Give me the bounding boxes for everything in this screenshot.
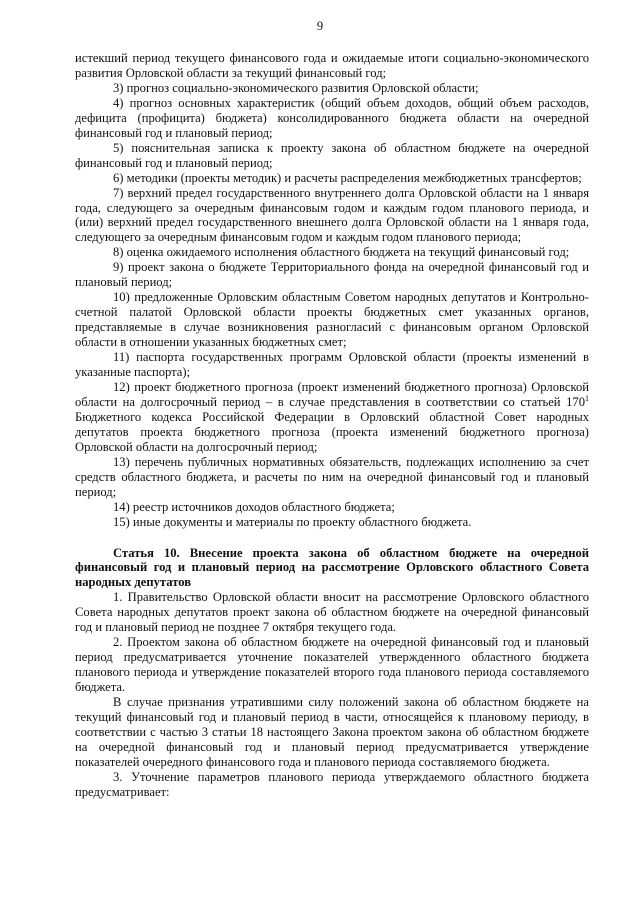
paragraph: 13) перечень публичных нормативных обязательств, подлежащих исполнению за счет средств областного бюджета, и расчеты по ним на очередной финансовый год и плановый период; — [75, 454, 589, 499]
document-body — [75, 51, 589, 800]
paragraph-group-1 — [75, 51, 589, 380]
paragraph: 5) пояснительная записка к проекту закона об областном бюджете на очередной финансовый год и плановый период; — [75, 140, 589, 170]
paragraph: 15) иные документы и материалы по проекту областного бюджета. — [113, 514, 472, 529]
paragraph: 1. Правительство Орловской области вносит на рассмотрение Орловского областного Совета народных депутатов проект закона об областном бюджете на очередной финансовый год и плановый период не позднее 7 октября текущего года. — [75, 590, 589, 635]
paragraph: 6) методики (проекты методик) и расчеты распределения межбюджетных трансфертов; — [113, 170, 582, 185]
paragraph: 11) паспорта государственных программ Орловской области (проекты изменений в указанные паспорта); — [75, 350, 589, 380]
paragraph-group-3 — [75, 590, 589, 799]
item-12-text-b: Бюджетного кодекса Российской Федерации в Орловский областной Совет народных депутатов проекта бюджетного прогноза (проекта изменений бюджетного прогноза) Орловской области на долгосрочный период; — [75, 409, 589, 454]
paragraph: В случае признания утратившими силу положений закона об областном бюджете на текущий финансовый год и плановый период в части, относящейся к плановому периоду, в соответствии с частью 3 статьи 18 настоящего Закона проектом закона об областном бюджете на очередной финансовый год и плановый период предусматривается утверждение показателей очередного финансового года и планового периода составляемого бюджета. — [75, 695, 589, 769]
paragraph: 4) прогноз основных характеристик (общий объем доходов, общий объем расходов, дефицита (профицита) бюджета) консолидированного бюджета области на очередной финансовый год и плановый период; — [75, 95, 589, 140]
paragraph-item-12 — [75, 380, 589, 455]
spacer — [75, 530, 589, 546]
paragraph: 7) верхний предел государственного внутреннего долга Орловской области на 1 января года, следующего за очередным финансовым годом и каждым годом планового периода, и (или) верхний предел государственного внешнего долга Орловской области на 1 января года, следующего за очередным финансовым годом и каждым годом планового периода; — [75, 185, 589, 245]
paragraph-group-2 — [75, 455, 589, 530]
paragraph: 10) предложенные Орловским областным Советом народных депутатов и Контрольно-счетной палатой Орловской области проекты бюджетных смет указанных органов, представляемые в случае возникновения разногласий с финансовым органом Орловской области в отношении указанных бюджетных смет; — [75, 290, 589, 350]
page-number: 9 — [316, 19, 324, 33]
paragraph: 3. Уточнение параметров планового периода утверждаемого областного бюджета предусматривает: — [75, 769, 589, 799]
article-heading: Статья 10. Внесение проекта закона об областном бюджете на очередной финансовый год и плановый период на рассмотрение Орловского областного Совета народных депутатов — [75, 545, 589, 590]
paragraph: 9) проект закона о бюджете Территориального фонда на очередной финансовый год и плановый период; — [75, 260, 589, 290]
item-12-text-a: 12) проект бюджетного прогноза (проект изменений бюджетного прогноза) Орловской области на долгосрочный период – в случае представления в соответствии со статьей 170 — [75, 379, 589, 409]
paragraph: 8) оценка ожидаемого исполнения областного бюджета на текущий финансовый год; — [113, 245, 570, 260]
paragraph: 14) реестр источников доходов областного бюджета; — [113, 499, 395, 514]
footnote-superscript: 1 — [585, 393, 589, 403]
paragraph: 3) прогноз социально-экономического развития Орловской области; — [113, 80, 479, 95]
paragraph: истекший период текущего финансового года и ожидаемые итоги социально-экономического развития Орловской области за текущий финансовый год; — [75, 51, 589, 80]
paragraph: 2. Проектом закона об областном бюджете на очередной финансовый год и плановый период предусматривается уточнение показателей утвержденного областного бюджета планового периода и утверждение показателей второго года планового периода составляемого бюджета. — [75, 635, 589, 695]
